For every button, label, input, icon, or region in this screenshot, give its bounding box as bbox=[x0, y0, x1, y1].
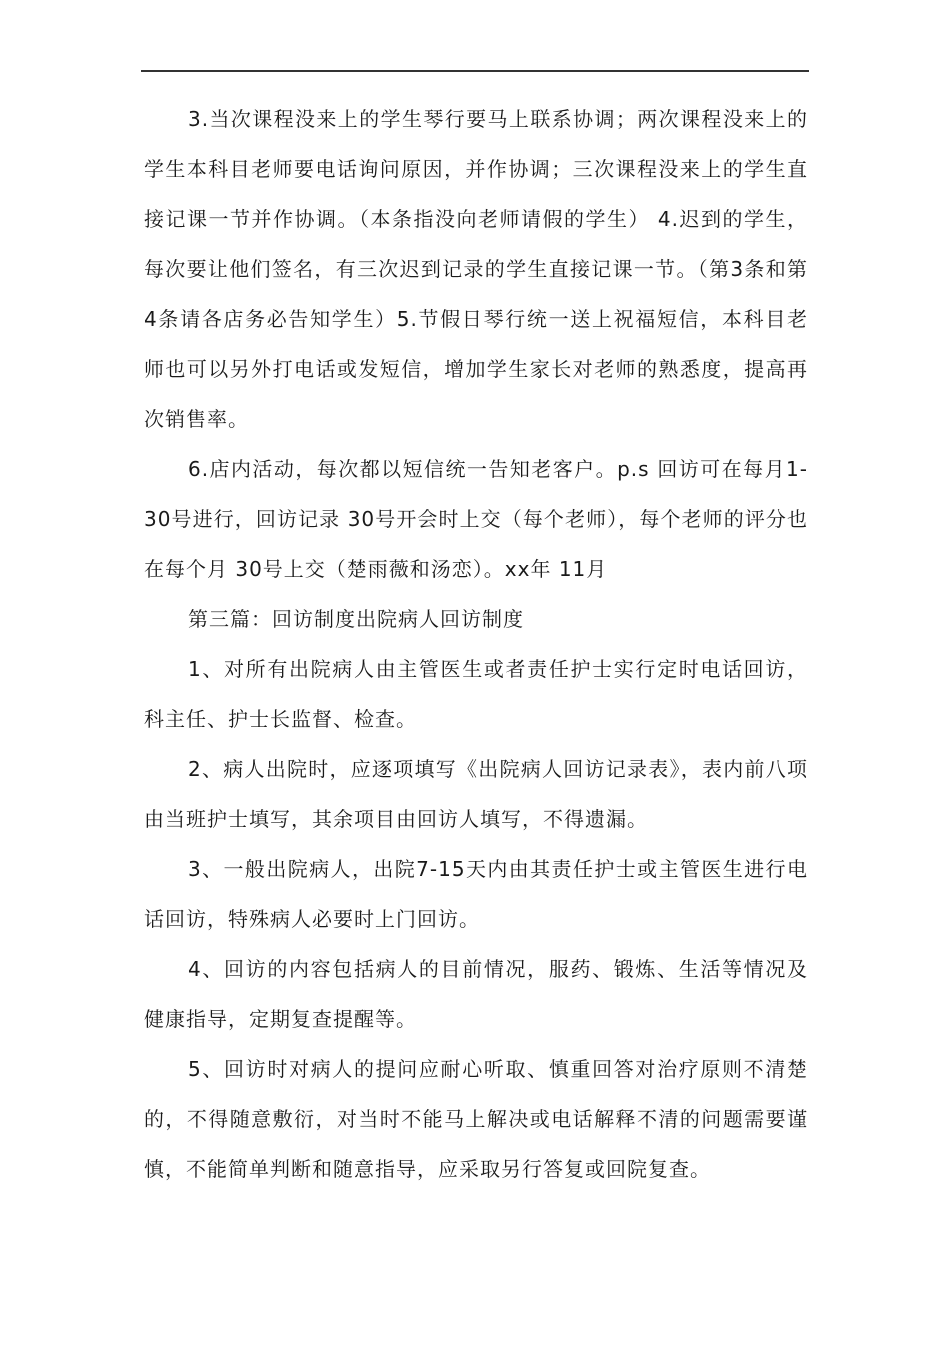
list-item: 5、回访时对病人的提问应耐心听取、慎重回答对治疗原则不清楚的，不得随意敷衍，对当时不能马上解决或电话解释不清的问题需要谨慎，不能简单判断和随意指导，应采取另行答复或回院复查。 bbox=[144, 1057, 808, 1181]
list-item: 3、一般出院病人，出院7-15天内由其责任护士或主管医生进行电话回访，特殊病人必要时上门回访。 bbox=[144, 857, 808, 931]
list-item: 1、对所有出院病人由主管医生或者责任护士实行定时电话回访，科主任、护士长监督、检查。 bbox=[144, 657, 808, 731]
paragraph-store-activities: 6.店内活动，每次都以短信统一告知老客户。p.s 回访可在每月1-30号进行，回访记录 30号开会时上交（每个老师），每个老师的评分也在每个月 30号上交（楚雨薇和汤恋）。xx年 11月 bbox=[144, 457, 808, 581]
paragraph-attendance-rules: 3.当次课程没来上的学生琴行要马上联系协调；两次课程没来上的学生本科目老师要电话询问原因，并作协调；三次课程没来上的学生直接记课一节并作协调。（本条指没向老师请假的学生） 4.迟到的学生，每次要让他们签名，有三次迟到记录的学生直接记课一节。（第3条和第 4条请各店务必告知学生）5.节假日琴行统一送上祝福短信，本科目老师也可以另外打电话或发短信，增加学生家长对老师的熟悉度，提高再次销售率。 bbox=[144, 107, 808, 431]
header-rule bbox=[141, 70, 809, 72]
list-item: 4、回访的内容包括病人的目前情况，服药、锻炼、生活等情况及健康指导，定期复查提醒等。 bbox=[144, 957, 808, 1031]
list-item: 2、病人出院时，应逐项填写《出院病人回访记录表》，表内前八项由当班护士填写，其余项目由回访人填写，不得遗漏。 bbox=[144, 757, 808, 831]
section-heading: 第三篇：回访制度出院病人回访制度 bbox=[188, 607, 524, 631]
document-body bbox=[144, 94, 808, 1194]
